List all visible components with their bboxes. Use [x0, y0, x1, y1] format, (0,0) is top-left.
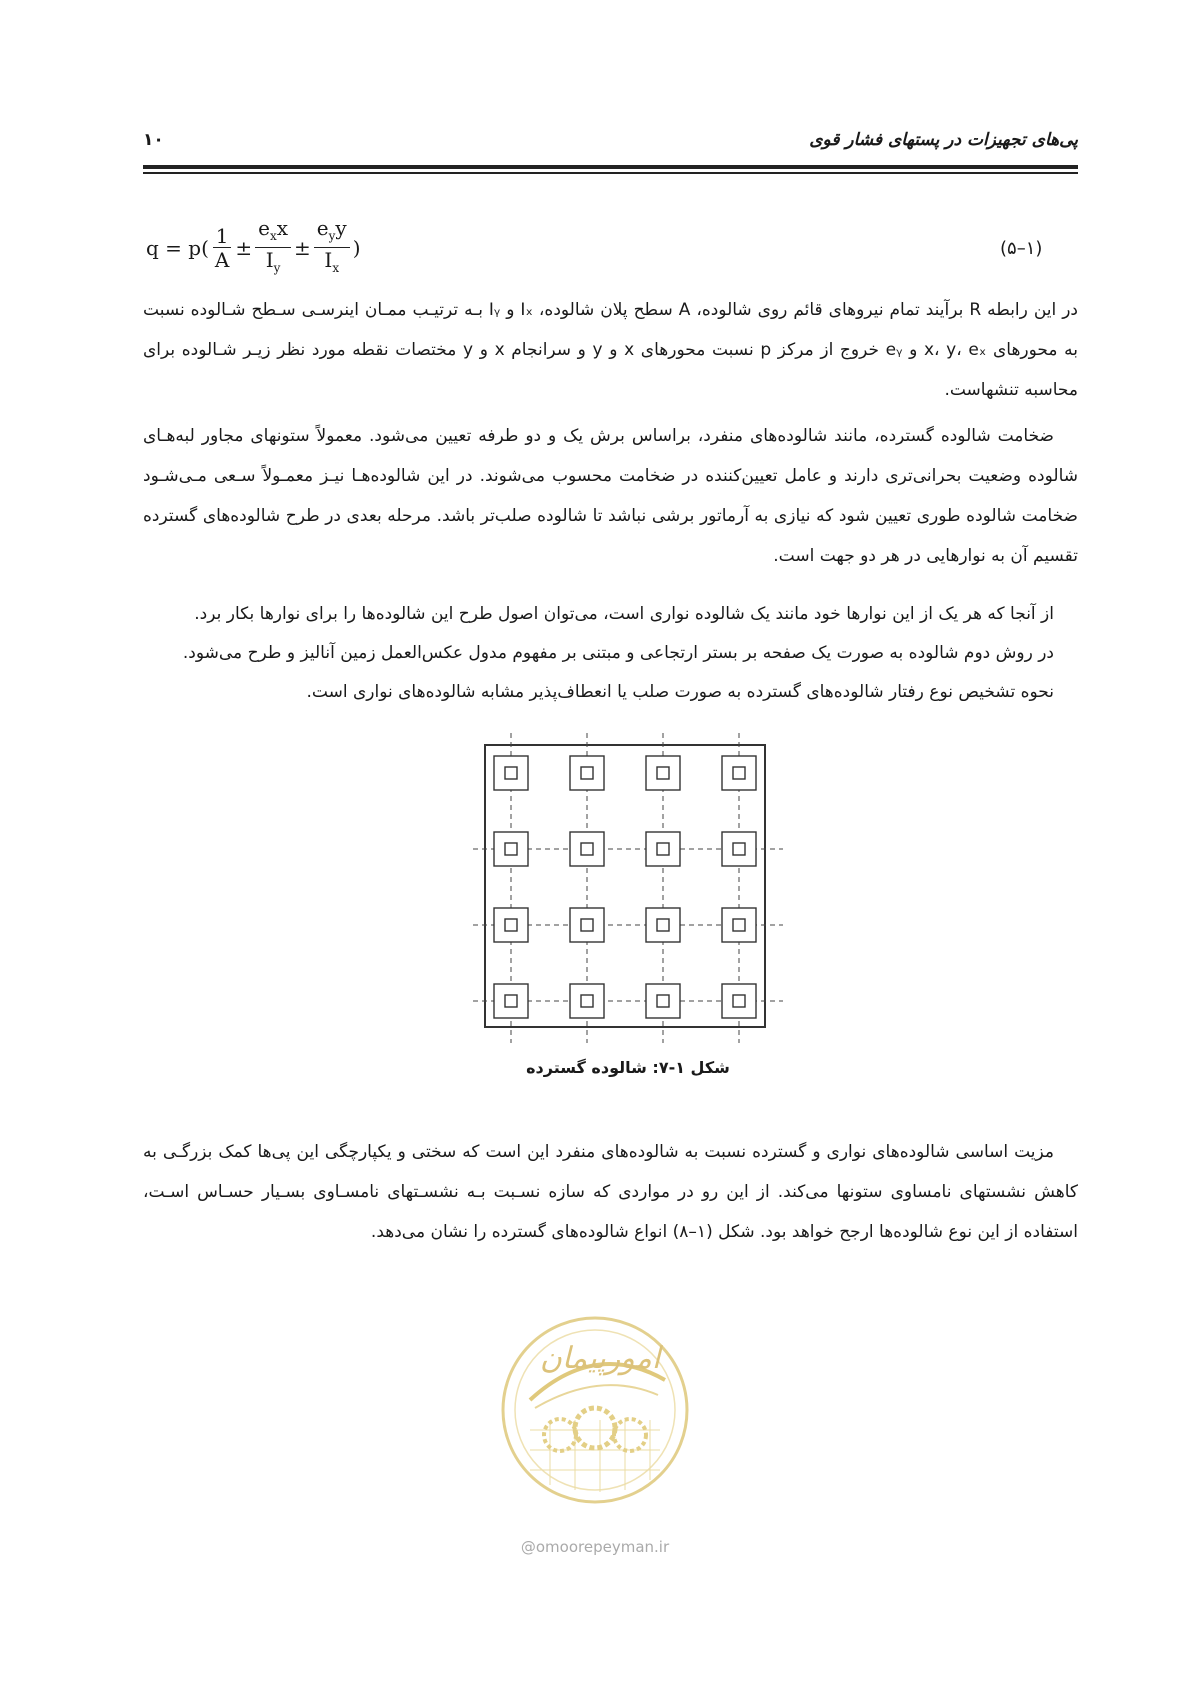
- paragraph-strips: از آنجا که هر یک از این نوارها خود مانند یک شالوده نواری است، می‌توان اصول طرح این شالوده‌ها را برای نوارها بکار برد.: [194, 604, 1054, 624]
- paragraph-advantages: مزیت اساسی شالوده‌های نواری و گسترده نسبت به شالوده‌های منفرد این است که سختی و یکپارچگی این پی‌ها کمک بزرگـی به کاهش نشستهای نامساوی ستونها می‌کند. از این رو در مواردی که سازه نسـبت بـه نشسـتهای نامسـاوی بسـیار حسـاس اسـت، استفاده از این نوع شالوده‌ها ارجح خواهد بود. شکل (۱–۸) انواع شالوده‌های گسترده را نشان می‌دهد.: [143, 1142, 1078, 1242]
- paragraph-behavior: نحوه تشخیص نوع رفتار شالوده‌های گسترده به صورت صلب یا انعطاف‌پذیر مشابه شالوده‌های نواری است.: [306, 682, 1054, 702]
- ex-symbol: e: [258, 215, 270, 240]
- watermark-emblem: [490, 1310, 700, 1510]
- ex-subscript: x: [269, 228, 277, 243]
- footing-pad-r4c3: [646, 984, 680, 1018]
- footing-pad-r1c1: [494, 756, 528, 790]
- pressure-formula: [146, 215, 406, 278]
- footing-pad-r2c1: [494, 832, 528, 866]
- plus-minus-2: ±: [294, 236, 311, 260]
- mat-foundation-drawing: [473, 733, 783, 1043]
- paragraph-elastic-method: در روش دوم شالوده به صورت یک صفحه بر بستر ارتجاعی و مبتنی بر مفهوم مدول عکس‌العمل زمین آنالیز و طرح می‌شود.: [182, 643, 1054, 663]
- fraction-1-numerator: 1: [213, 225, 232, 248]
- paragraph-formula-explanation: در این رابطه R برآیند تمام نیروهای قائم روی شالوده، A سطح پلان شالوده، Iₓ و Iᵧ بـه ترتیـب ممـان اینرسـی سـطح شـالوده نسبت به محورهای x، y، eₓ و eᵧ خروج از مرکز p نسبت محورهای x و y و سرانجام x و y مختصات نقطه مورد نظر زیـر شـالوده برای محاسبه تنشهاست.: [143, 300, 1078, 400]
- footing-pad-r2c2: [570, 832, 604, 866]
- formula-close: ): [352, 236, 361, 260]
- footing-pad-r3c3: [646, 908, 680, 942]
- page-header: [143, 118, 1078, 158]
- fraction-3-denominator: [321, 248, 342, 280]
- page-number: ۱۰: [143, 130, 164, 150]
- ey-symbol: e: [316, 215, 329, 240]
- formula-lhs: q = p(: [146, 236, 209, 260]
- fraction-1: [212, 225, 232, 272]
- footing-pad-r2c4: [722, 832, 756, 866]
- fraction-3-numerator: [314, 217, 350, 248]
- ix-subscript: x: [332, 260, 340, 275]
- footing-pad-r3c2: [570, 908, 604, 942]
- watermark-text: امورپیمان: [539, 1341, 661, 1376]
- footing-pad-r3c4: [722, 908, 756, 942]
- footing-pad-r3c1: [494, 908, 528, 942]
- figure-caption: شکل ۱-۷: شالوده گسترده: [526, 1058, 730, 1077]
- header-rule-thin: [143, 172, 1078, 174]
- y-variable: y: [335, 215, 347, 240]
- iy-symbol: I: [265, 247, 274, 272]
- fraction-2: [255, 217, 291, 280]
- footing-pad-r4c1: [494, 984, 528, 1018]
- x-variable: x: [276, 215, 289, 240]
- fraction-2-numerator: [255, 217, 291, 248]
- footing-pad-r2c3: [646, 832, 680, 866]
- fraction-2-denominator: [263, 248, 284, 280]
- footing-pad-r1c2: [570, 756, 604, 790]
- fraction-3: [314, 217, 350, 280]
- equation-number: (۵–۱): [1000, 238, 1043, 259]
- watermark-url: @omoorepeyman.ir: [520, 1538, 670, 1556]
- footing-pad-r4c2: [570, 984, 604, 1018]
- paragraph-mat-thickness: ضخامت شالوده گسترده، مانند شالوده‌های منفرد، براساس برش یک و دو طرفه تعیین می‌شود. معمولاً ستونهای مجاور لبه‌هـای شالوده وضعیت بحرانی‌تری دارند و عامل تعیین‌کننده در ضخامت محسوب می‌شوند. در این شالوده‌هـا نیـز معمـولاً سـعی مـی‌شـود ضخامت شالوده طوری تعیین شود که نیازی به آرماتور برشی نباشد تا شالوده صلب‌تر باشد. مرحله بعدی در طرح شالوده‌های گسترده تقسیم آن به نوارهایی در هر دو جهت است.: [143, 426, 1078, 566]
- iy-subscript: y: [273, 260, 281, 275]
- watermark-logo: [490, 1310, 700, 1510]
- footing-pad-r4c4: [722, 984, 756, 1018]
- fraction-1-denominator: A: [214, 247, 230, 272]
- footing-pad-r1c4: [722, 756, 756, 790]
- ey-subscript: y: [328, 228, 336, 243]
- book-title: پی‌های تجهیزات در پستهای فشار قوی: [809, 130, 1078, 150]
- plus-minus-1: ±: [235, 236, 253, 260]
- mat-foundation-figure: [473, 733, 783, 1043]
- footing-pad-r1c3: [646, 756, 680, 790]
- ix-symbol: I: [324, 247, 333, 272]
- header-rule-thick: [143, 165, 1078, 169]
